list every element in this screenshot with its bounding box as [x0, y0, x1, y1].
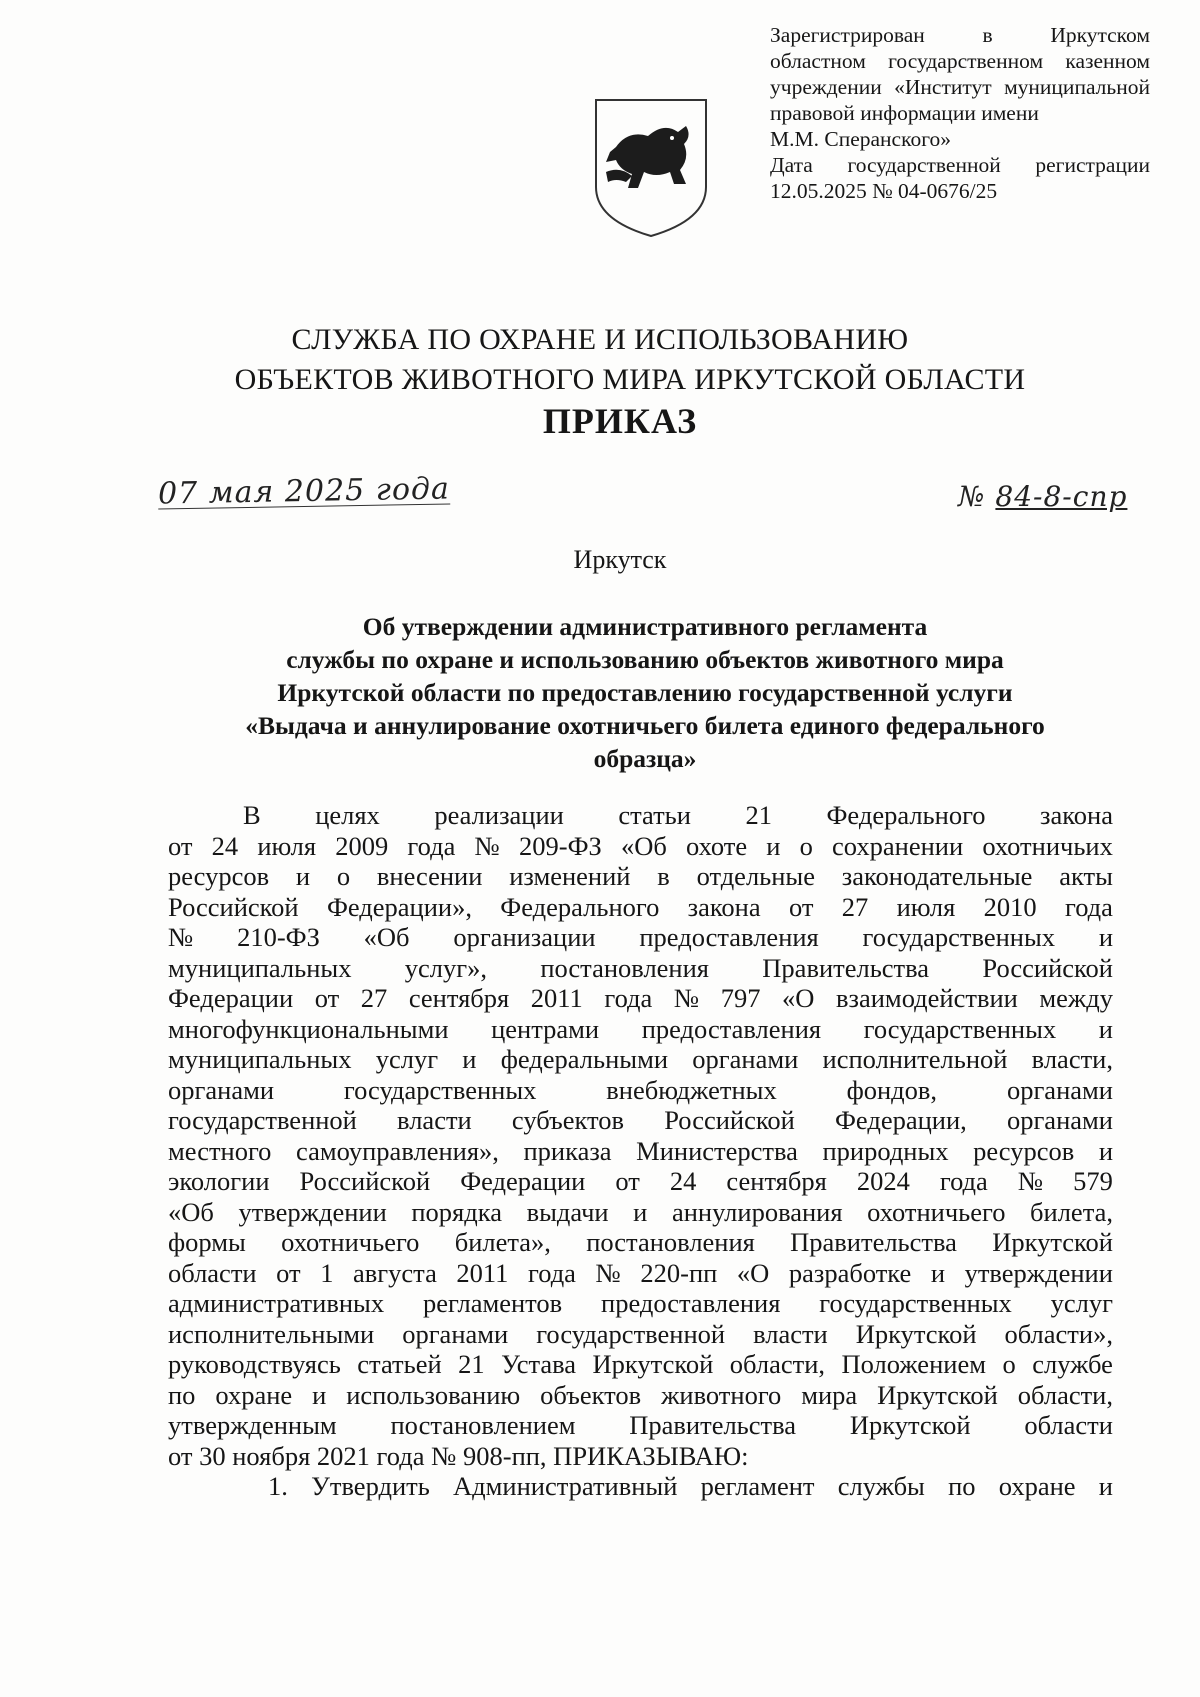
body-text — [168, 800, 1113, 1502]
body-line: административных регламентов предоставления государственных услуг — [168, 1288, 1113, 1318]
agency-line-1: СЛУЖБА ПО ОХРАНЕ И ИСПОЛЬЗОВАНИЮ — [291, 323, 909, 356]
body-line: экологии Российской Федерации от 24 сентября 2024 года № 579 — [168, 1166, 1113, 1196]
body-line: области от 1 августа 2011 года № 220-пп «О разработке и утверждении — [168, 1257, 1113, 1288]
body-line: формы охотничьего билета», постановления Правительства Иркутской — [168, 1227, 1113, 1257]
title-line: «Выдача и аннулирование охотничьего билета единого федерального — [245, 711, 1045, 740]
city: Иркутск — [573, 545, 667, 574]
body-line: 1. Утвердить Административный регламент службы по охране и — [268, 1471, 1113, 1501]
title-line: службы по охране и использованию объектов животного мира — [286, 645, 1004, 674]
body-line: «Об утверждении порядка выдачи и аннулирования охотничьего билета, — [168, 1196, 1113, 1227]
registration-line: учреждении «Институт муниципальной — [770, 75, 1150, 99]
registration-line: областном государственном казенном — [770, 49, 1150, 73]
body-line: утвержденным постановлением Правительства Иркутской области — [168, 1410, 1113, 1440]
body-line: от 30 ноября 2021 года № 908-пп, ПРИКАЗЫВАЮ: — [168, 1440, 749, 1471]
irkutsk-coat-of-arms-icon — [586, 92, 716, 242]
registration-line: 12.05.2025 № 04-0676/25 — [770, 179, 998, 203]
body-line: от 24 июля 2009 года № 209-ФЗ «Об охоте и о сохранении охотничьих — [168, 830, 1113, 861]
body-line: государственной власти субъектов Российской Федерации, органами — [168, 1105, 1113, 1135]
body-line: многофункциональными центрами предоставления государственных и — [168, 1013, 1113, 1044]
document-title — [170, 610, 1120, 775]
body-line: Федерации от 27 сентября 2011 года № 797 «О взаимодействии между — [168, 983, 1113, 1013]
body-line: муниципальных услуг и федеральными органами исполнительной власти, — [168, 1044, 1113, 1074]
document-type: ПРИКАЗ — [542, 401, 698, 441]
body-line: местного самоуправления», приказа Министерства природных ресурсов и — [168, 1135, 1113, 1166]
title-line: образца» — [593, 744, 697, 773]
body-line: органами государственных внебюджетных фондов, органами — [168, 1074, 1113, 1105]
body-line: ресурсов и о внесении изменений в отдельные законодательные акты — [168, 861, 1113, 891]
order-number: № 84-8-спр — [958, 480, 1128, 513]
registration-line: Зарегистрирован в Иркутском — [770, 23, 1150, 47]
body-line: исполнительными органами государственной власти Иркутской области», — [168, 1318, 1113, 1349]
registration-line: Дата государственной регистрации — [770, 153, 1150, 177]
body-line: муниципальных услуг», постановления Правительства Российской — [168, 952, 1113, 983]
registration-line: М.М. Сперанского» — [770, 127, 951, 151]
handwritten-date: 07 мая 2025 года — [157, 471, 451, 512]
title-line: Иркутской области по предоставлению государственной услуги — [277, 678, 1013, 707]
registration-stamp — [770, 22, 1150, 204]
agency-line-2: ОБЪЕКТОВ ЖИВОТНОГО МИРА ИРКУТСКОЙ ОБЛАСТИ — [234, 363, 1026, 396]
title-line: Об утверждении административного регламента — [362, 612, 928, 641]
handwritten-number: 84-8-спр — [995, 480, 1128, 513]
body-line: № 210-ФЗ «Об организации предоставления государственных и — [168, 922, 1113, 952]
body-line: Российской Федерации», Федерального закона от 27 июля 2010 года — [168, 891, 1113, 922]
body-line: руководствуясь статьей 21 Устава Иркутской области, Положением о службе — [168, 1349, 1113, 1379]
body-line: по охране и использованию объектов животного мира Иркутской области, — [168, 1379, 1113, 1410]
body-line: В целях реализации статьи 21 Федерального закона — [243, 800, 1113, 830]
registration-line: правовой информации имени — [770, 101, 1039, 125]
agency-name — [0, 320, 1200, 400]
